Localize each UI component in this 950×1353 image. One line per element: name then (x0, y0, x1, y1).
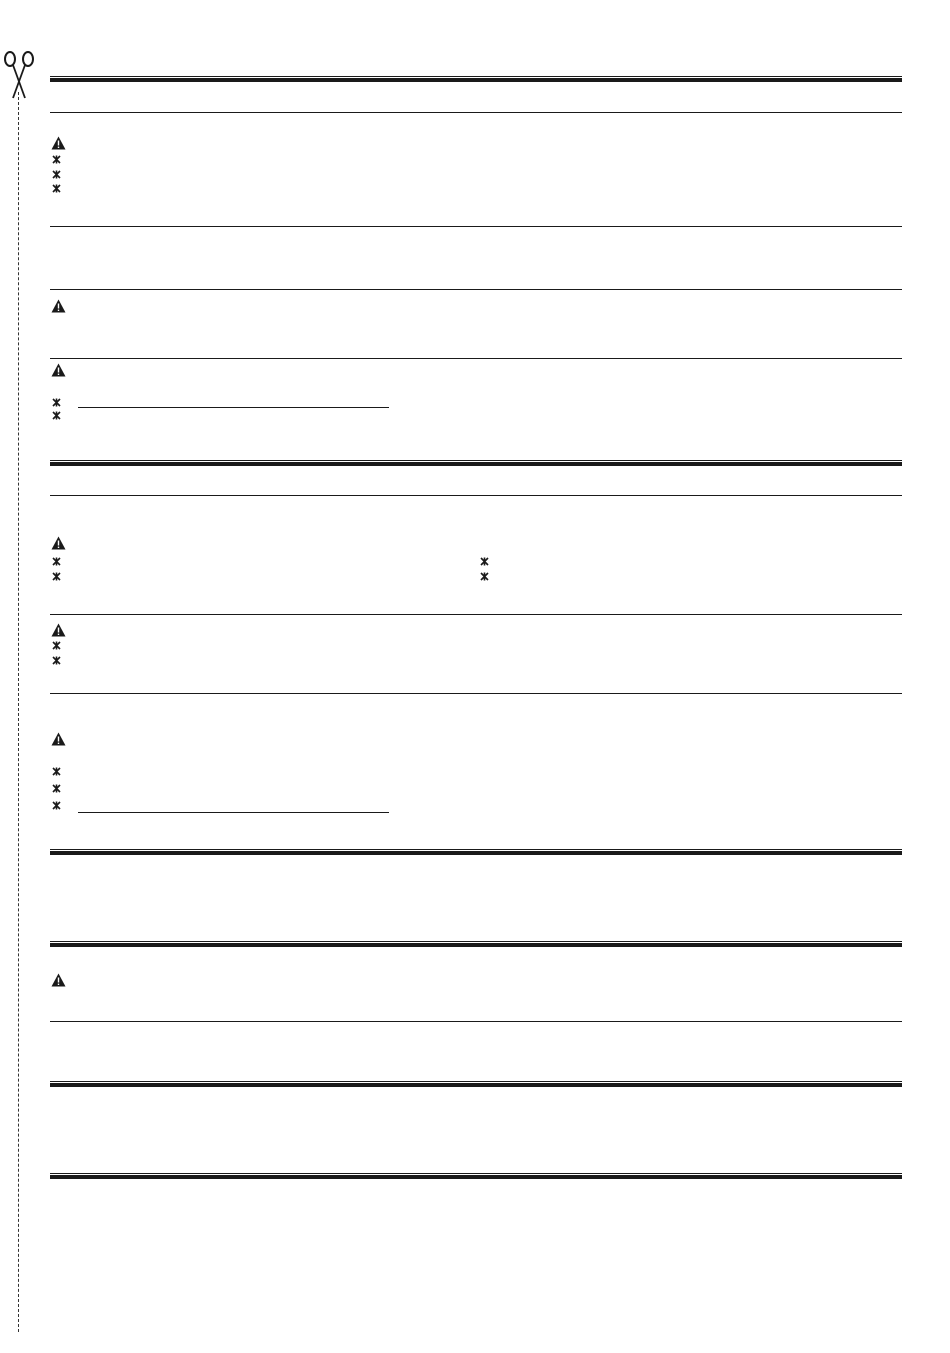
divider (50, 614, 902, 615)
section-rule (50, 1173, 902, 1179)
star-bullet-icon (52, 155, 61, 164)
divider (50, 289, 902, 290)
warning-triangle-icon (51, 363, 66, 377)
divider (50, 358, 902, 359)
section-rule (50, 1081, 902, 1087)
star-bullet-icon (52, 767, 61, 776)
divider (50, 226, 902, 227)
divider (50, 495, 902, 496)
scissors-icon (2, 50, 36, 100)
section-rule (50, 849, 902, 855)
star-bullet-icon (52, 184, 61, 193)
star-bullet-icon (52, 641, 61, 650)
blank-field-line (78, 407, 389, 408)
warning-triangle-icon (51, 536, 66, 550)
warning-triangle-icon (51, 299, 66, 313)
divider (50, 693, 902, 694)
star-bullet-icon (52, 656, 61, 665)
star-bullet-icon (52, 801, 61, 810)
star-bullet-icon (52, 784, 61, 793)
section-rule (50, 460, 902, 466)
warning-triangle-icon (51, 136, 66, 150)
section-rule (50, 941, 902, 947)
warning-triangle-icon (51, 973, 66, 987)
warning-triangle-icon (51, 623, 66, 637)
section-rule (50, 76, 902, 82)
star-bullet-icon (52, 557, 61, 566)
star-bullet-icon (52, 411, 61, 420)
warning-triangle-icon (51, 732, 66, 746)
star-bullet-icon (52, 170, 61, 179)
star-bullet-icon (52, 398, 61, 407)
divider (50, 112, 902, 113)
divider (50, 1021, 902, 1022)
star-bullet-icon (480, 557, 489, 566)
star-bullet-icon (52, 572, 61, 581)
blank-field-line (78, 812, 389, 813)
cut-line (18, 92, 19, 1332)
star-bullet-icon (480, 572, 489, 581)
